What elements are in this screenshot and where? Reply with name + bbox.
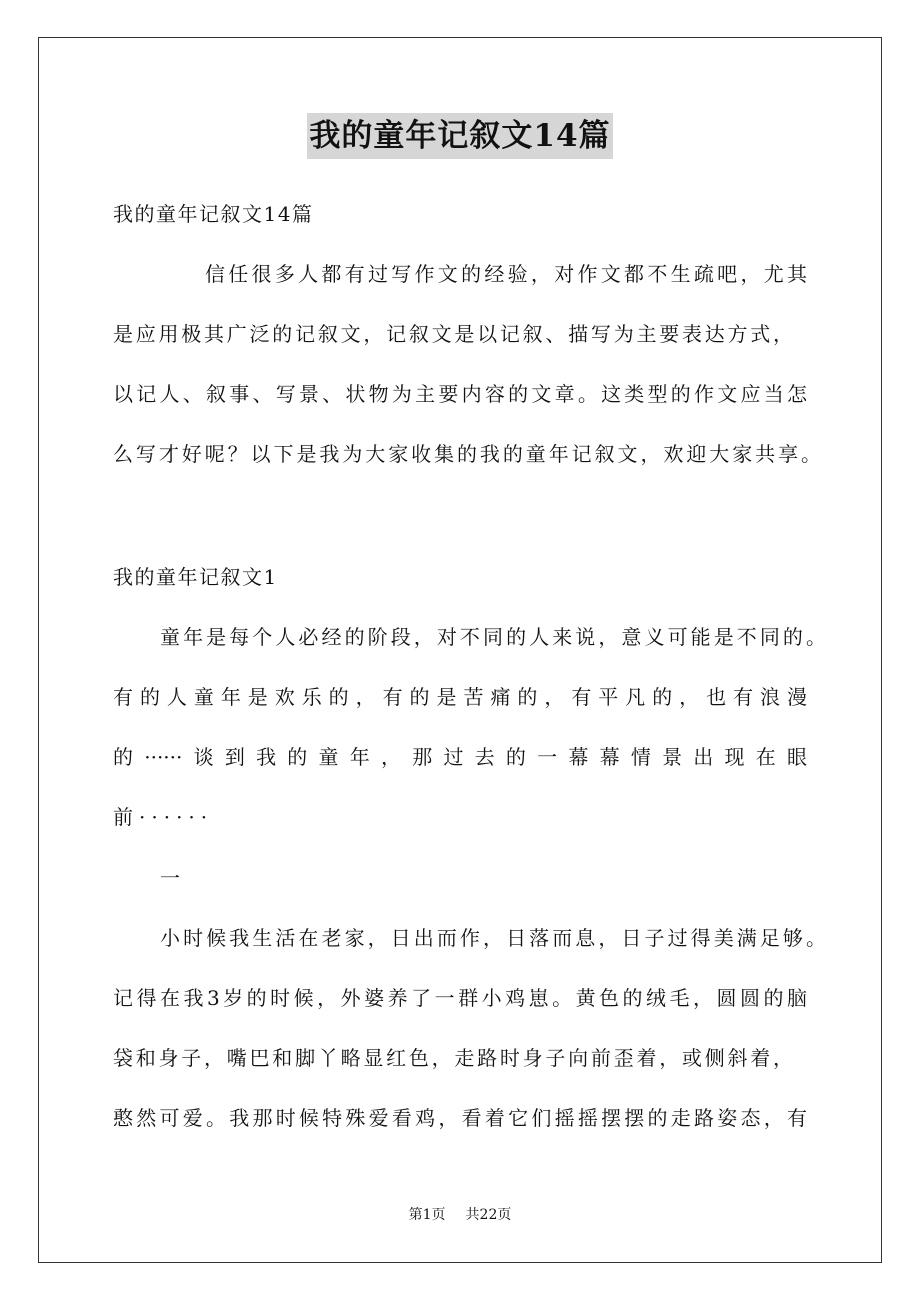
paragraph-line: 以记人、叙事、写景、状物为主要内容的文章。这类型的作文应当怎 (113, 382, 807, 406)
paragraph-line: 是应用极其广泛的记叙文，记叙文是以记叙、描写为主要表达方式， (113, 322, 793, 346)
paragraph-line: 的······谈到我的童年，那过去的一幕幕情景出现在眼 (113, 745, 807, 769)
page-total: 共22页 (465, 1207, 512, 1223)
page-number: 第1页 (408, 1207, 446, 1223)
paragraph-line: 么写才好呢？以下是我为大家收集的我的童年记叙文，欢迎大家共享。 (113, 442, 821, 466)
paragraph-line: 有的人童年是欢乐的，有的是苦痛的，有平凡的，也有浪漫 (113, 685, 807, 709)
paragraph-line: 记得在我3岁的时候，外婆养了一群小鸡崽。黄色的绒毛，圆圆的脑 (113, 986, 807, 1010)
paragraph-line: 信任很多人都有过写作文的经验，对作文都不生疏吧，尤其 (205, 262, 807, 286)
section-heading-1: 我的童年记叙文1 (113, 565, 278, 589)
paragraph-line: 憨然可爱。我那时候特殊爱看鸡，看着它们摇摇摆摆的走路姿态，有 (113, 1106, 807, 1130)
paragraph-line: 袋和身子，嘴巴和脚丫略显红色，走路时身子向前歪着，或侧斜着， (113, 1046, 793, 1070)
document-title: 我的童年记叙文14篇 (307, 113, 612, 159)
page-footer (0, 1206, 920, 1224)
title-wrap (0, 113, 920, 159)
paragraph-line: 前······ (113, 805, 214, 829)
paragraph-line: 童年是每个人必经的阶段，对不同的人来说，意义可能是不同的。 (160, 625, 826, 649)
section-marker: 一 (160, 866, 182, 890)
paragraph-line: 小时候我生活在老家，日出而作，日落而息，日子过得美满足够。 (160, 926, 826, 950)
section-heading-intro: 我的童年记叙文14篇 (113, 202, 314, 226)
